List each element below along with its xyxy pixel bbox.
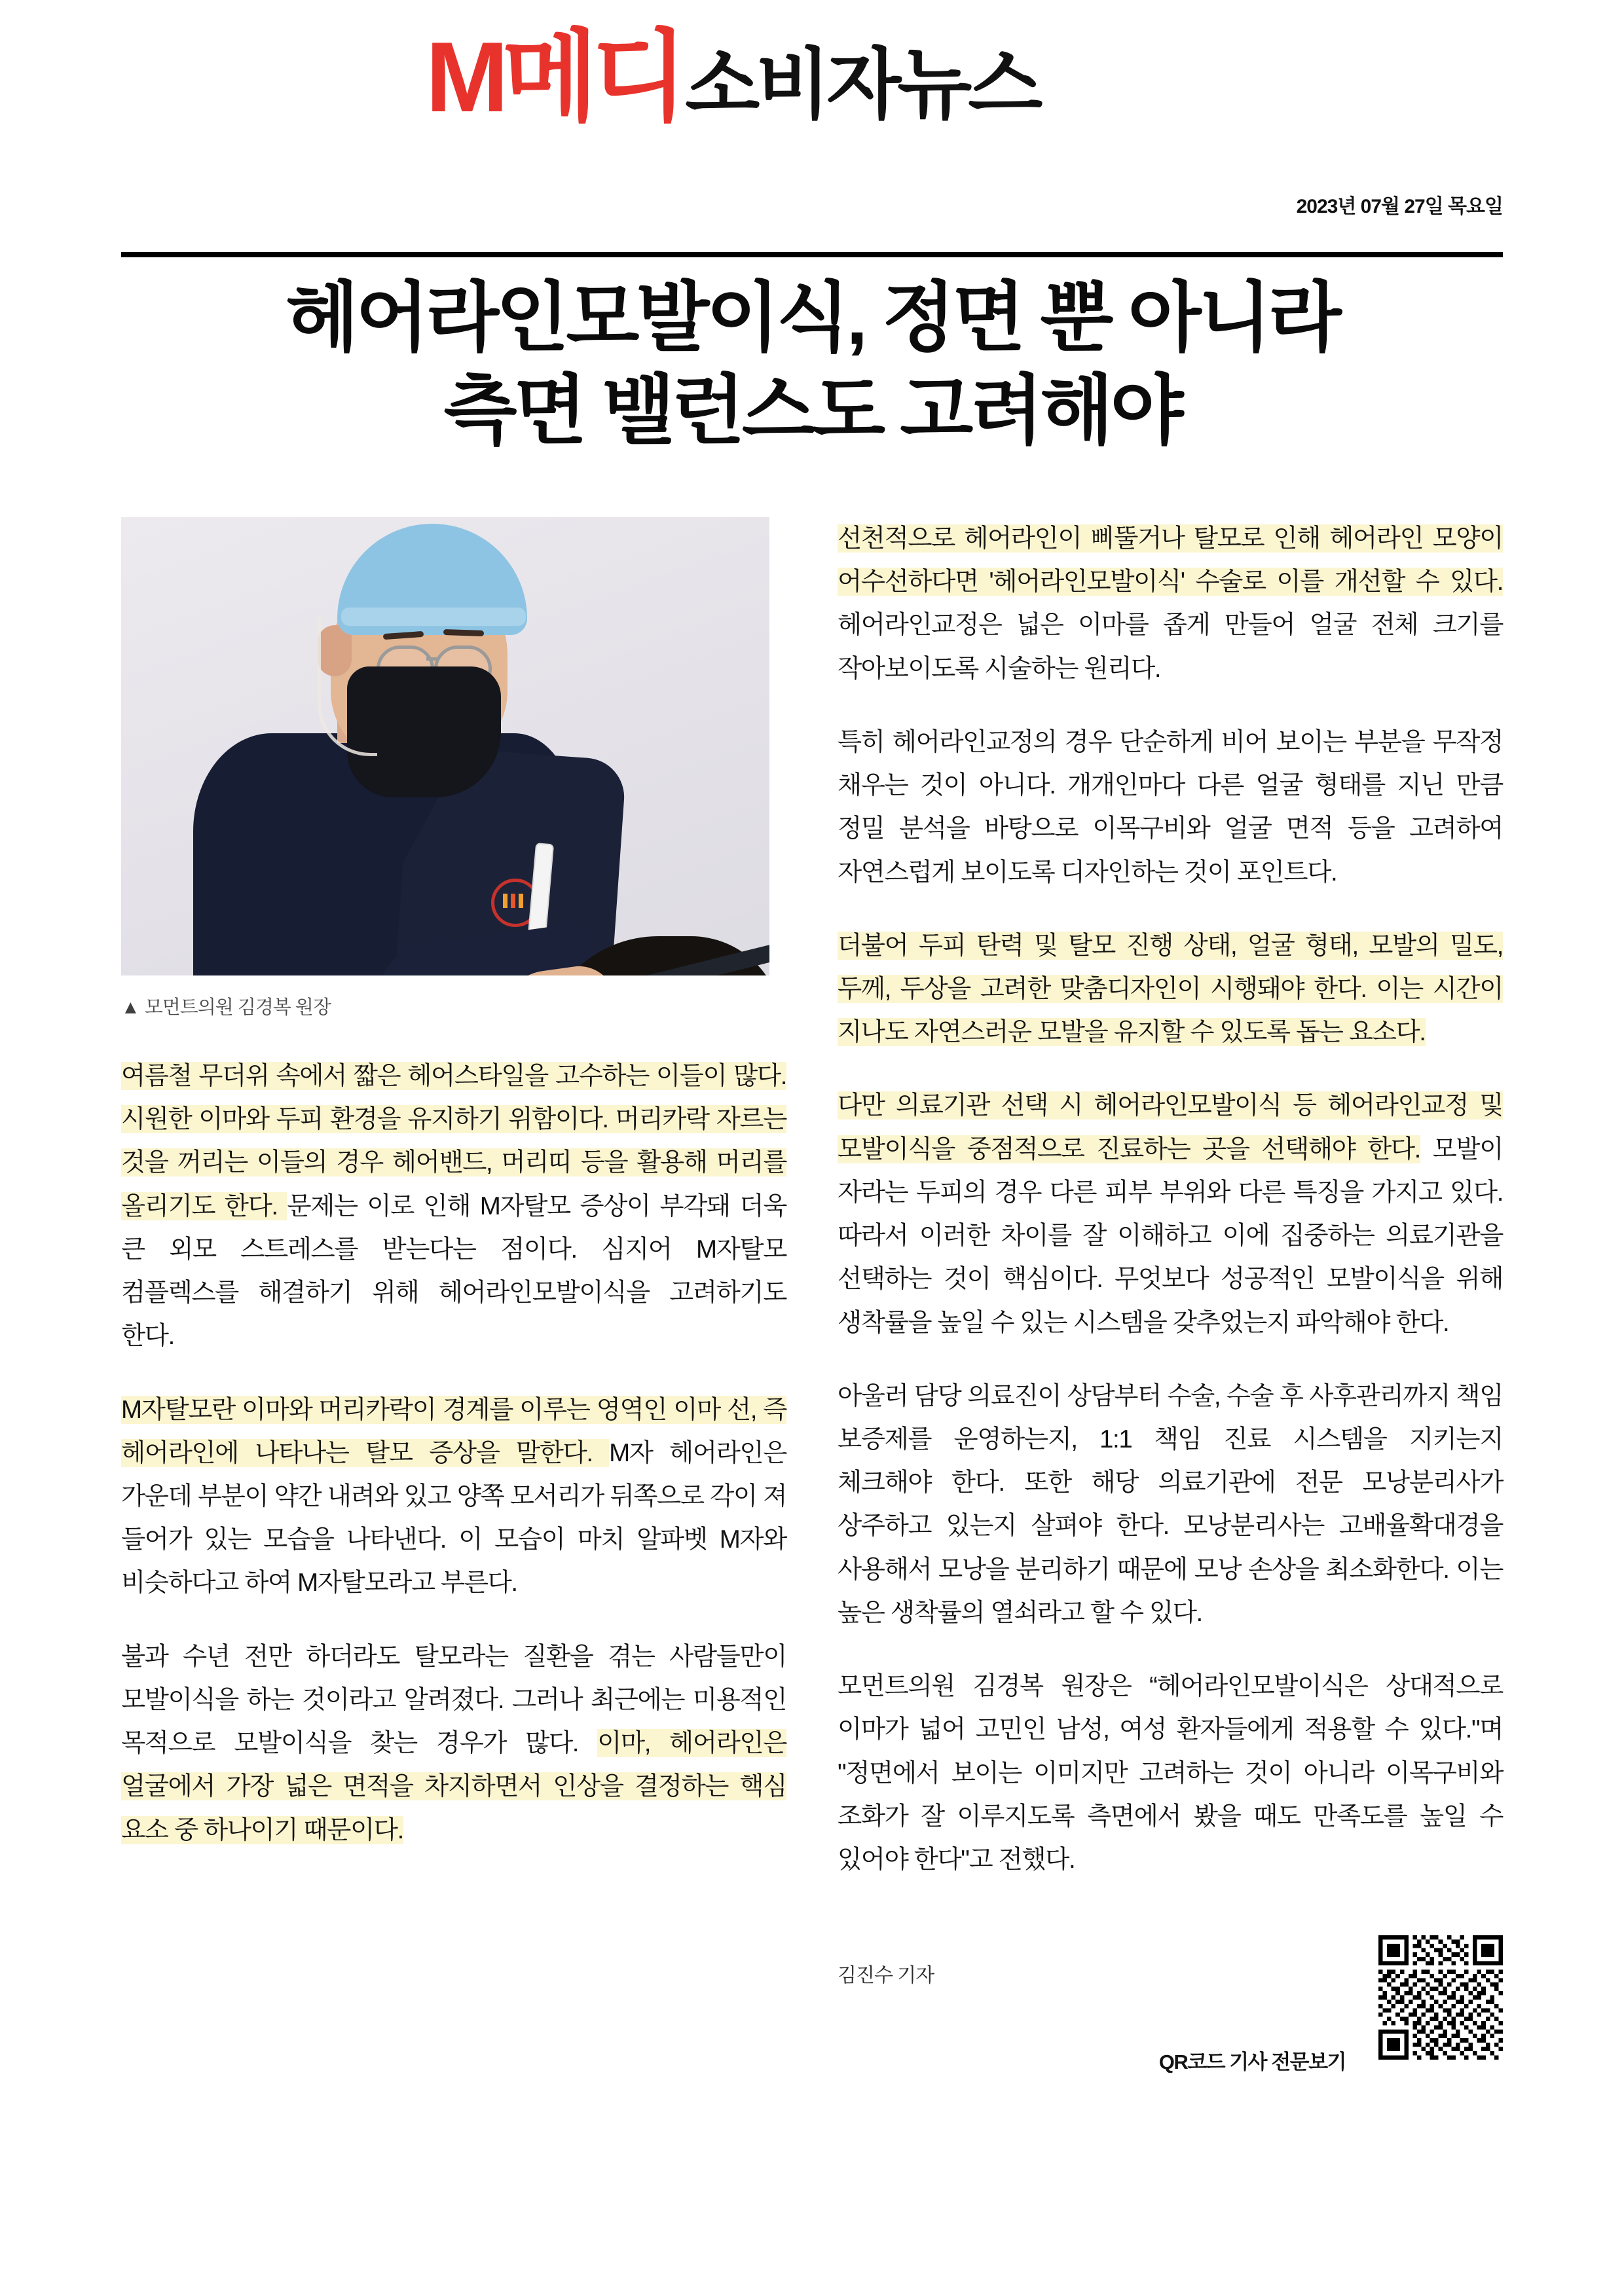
left-column-body [121,1055,786,1852]
eyeglasses-bridge [426,657,437,661]
masthead-divider [121,252,1503,257]
paragraph [121,1389,786,1605]
qr-code-icon [1378,1935,1503,2060]
masthead [121,0,1503,217]
paragraph [121,1635,786,1852]
right-column [838,517,1503,2137]
byline: 김진수 기자 [838,1965,934,1987]
photo-caption [121,993,786,1019]
headline-line-2: 측면 밸런스도 고려해야 [443,367,1181,453]
logo-rest-text: 소비자뉴스 [685,42,1039,128]
plain-text: 모먼트의원 김경복 원장은 “헤어라인모발이식은 상대적으로 이마가 넓어 고민인 남성, 여성 환자들에게 적용할 수 있다."며 "정면에서 보이는 이미지만 고려하는 것이 아니라 이목구비와 조화가 잘 이루지도록 측면에서 봤을 때도 만족도를 높일 수 있어야 한다"고 전했다. [838,1672,1503,1874]
plain-text: 모발이 자라는 두피의 경우 다른 피부 부위와 다른 특징을 가지고 있다. 따라서 이러한 차이를 잘 이해하고 이에 집중하는 의료기관을 선택하는 것이 핵심이다. 무엇보다 성공적인 모발이식을 위해 생착률을 높일 수 있는 시스템을 갖추었는지 파악해야 한다. [838,1135,1503,1337]
paragraph [838,924,1503,1055]
highlighted-text: 이마, 헤어라인은 얼굴에서 가장 넓은 면적을 차지하면서 인상을 결정하는 핵심 요소 중 하나이기 때문이다. [121,1729,786,1844]
plain-text: 헤어라인교정은 넓은 이마를 좁게 만들어 얼굴 전체 크기를 작아보이도록 시술하는 원리다. [838,611,1503,683]
paragraph [121,1055,786,1358]
article-columns [121,517,1503,2137]
qr-code-label: QR코드 기사 전문보기 [1158,2050,1346,2074]
plain-text: 문제는 이로 인해 M자탈모 증상이 부각돼 더욱 큰 외모 스트레스를 받는다는 점이다. 심지어 M자탈모 컴플렉스를 해결하기 위해 헤어라인모발이식을 고려하기도 한다. [121,1192,786,1351]
highlighted-text: M자탈모란 이마와 머리카락이 경계를 이루는 영역인 이마 선, 즉 헤어라인에 나타나는 탈모 증상을 말한다. [121,1395,786,1467]
highlighted-text: 다만 의료기관 선택 시 헤어라인모발이식 등 헤어라인교정 및 모발이식을 중점적으로 진료하는 곳을 선택해야 한다. [838,1091,1503,1163]
paragraph [838,517,1503,691]
highlighted-text: 여름철 무더위 속에서 짧은 헤어스타일을 고수하는 이들이 많다. 시원한 이마와 두피 환경을 유지하기 위함이다. 머리카락 자르는 것을 꺼리는 이들의 경우 헤어밴드, 머리띠 등을 활용해 머리를 올리기도 한다. [121,1062,786,1220]
paragraph [838,1665,1503,1882]
plain-text: 특히 헤어라인교정의 경우 단순하게 비어 보이는 부분을 무작정 채우는 것이 아니다. 개개인마다 다른 얼굴 형태를 지닌 만큼 정밀 분석을 바탕으로 이목구비와 얼굴 면적 등을 고려하여 자연스럽게 보이도록 디자인하는 것이 포인트다. [838,727,1503,886]
paragraph [838,1084,1503,1344]
publication-date: 2023년 07월 27일 목요일 [1296,196,1503,217]
plain-text: M자 헤어라인은 가운데 부분이 약간 내려와 있고 양쪽 모서리가 뒤쪽으로 각이 져 들어가 있는 모습을 나타낸다. 이 모습이 마치 알파벳 M자와 비슷하다고 하여 M자탈모라고 부른다. [121,1438,786,1597]
highlighted-text: 선천적으로 헤어라인이 삐뚤거나 탈모로 인해 헤어라인 모양이 어수선하다면 '헤어라인모발이식' 수술로 이를 개선할 수 있다. [838,524,1503,596]
paragraph [838,1375,1503,1635]
page-title [121,272,1503,457]
highlighted-text: 더불어 두피 탄력 및 탈모 진행 상태, 얼굴 형태, 모발의 밀도, 두께, 두상을 고려한 맞춤디자인이 시행돼야 한다. 이는 시간이 지나도 자연스러운 모발을 유지할 수 있도록 돕는 요소다. [838,931,1503,1047]
plain-text: 아울러 담당 의료진이 상담부터 수술, 수술 후 사후관리까지 책임 보증제를 운영하는지, 1:1 책임 진료 시스템을 지키는지 체크해야 한다. 또한 해당 의료기관에 전문 모낭분리사가 상주하고 있는지 살펴야 한다. 모낭분리사는 고배율확대경을 사용해서 모낭을 분리하기 때문에 모낭 손상을 최소화한다. 이는 높은 생착률의 열쇠라고 할 수 있다. [838,1381,1503,1627]
photo-caption-text: 모먼트의원 김경복 원장 [144,997,331,1019]
publication-logo[interactable] [426,22,1039,133]
paragraph [838,721,1503,894]
left-column [121,517,786,2137]
headline-line-1: 헤어라인모발이식, 정면 뿐 아니라 [286,275,1338,360]
article-photo [121,517,769,975]
plain-text: 불과 수년 전만 하더라도 탈모라는 질환을 겪는 사람들만이 모발이식을 하는 것이라고 알려졌다. 그러나 최근에는 미용적인 목적으로 모발이식을 찾는 경우가 많다. [121,1642,786,1758]
triangle-marker-icon: ▲ [121,997,139,1019]
qr-code[interactable] [1378,1935,1503,2060]
article-footer [838,1921,1503,2137]
logo-accent-text: M메디 [426,22,682,133]
